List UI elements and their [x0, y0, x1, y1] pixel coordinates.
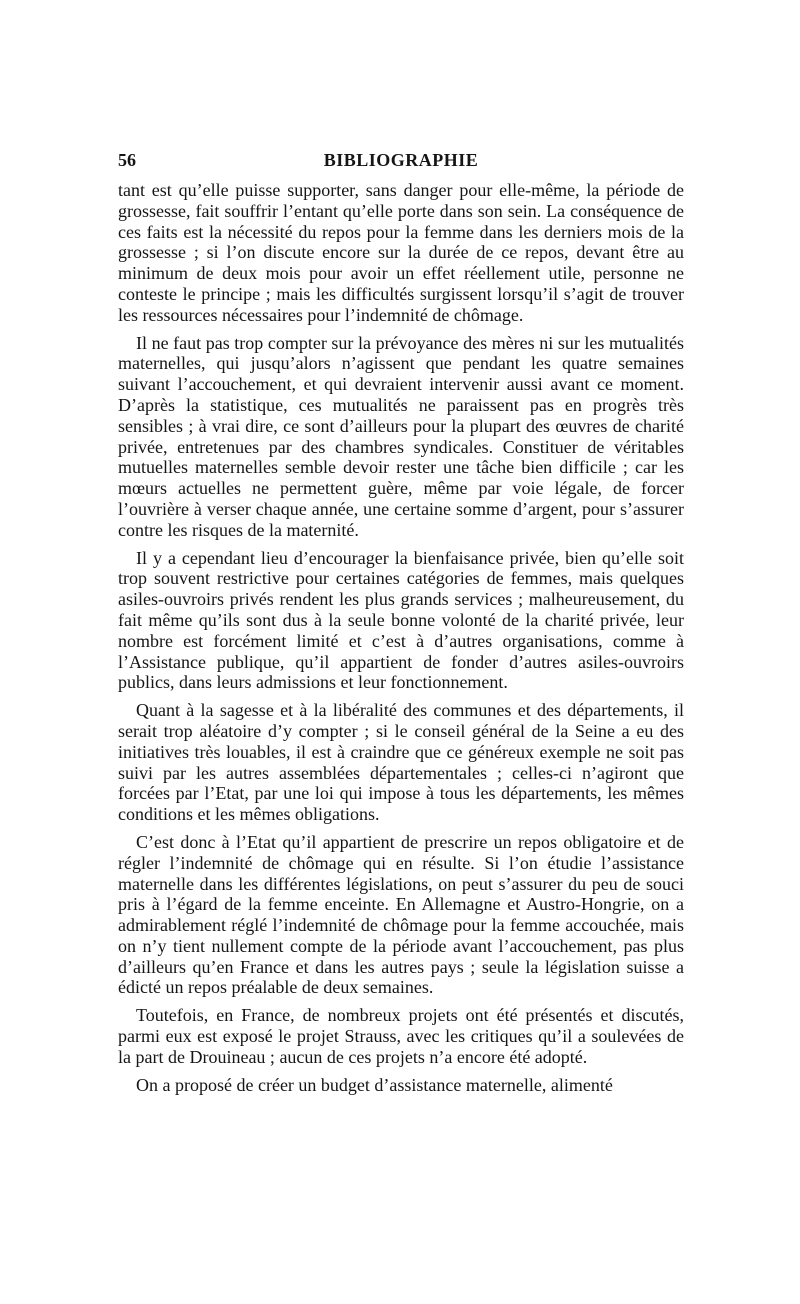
- paragraph: Il y a cependant lieu d’encourager la bienfaisance privée, bien qu’elle soit trop souvent restrictive pour certaines catégories de femmes, mais quelques asiles-ouvroirs privés rendent les plus grands services ; malheureusement, du fait même qu’ils sont dus à la seule bonne volonté de la charité privée, leur nombre est forcément limité et c’est à d’autres organisations, comme à l’Assistance publique, qu’il appartient de fonder d’autres asiles-ouvroirs publics, dans leurs admissions et leur fonctionnement.: [118, 547, 684, 693]
- paragraph-truncated: On a proposé de créer un budget d’assistance maternelle, alimenté: [136, 1074, 613, 1095]
- paragraph: Quant à la sagesse et à la libéralité des communes et des départements, il serait trop aléatoire d’y compter ; si le conseil général de la Seine a eu des initiatives très louables, il est à craindre que ce généreux exemple ne soit pas suivi par les autres assemblées départementales ; celles-ci n’agiront que forcées par l’Etat, par une loi qui impose à tous les départements, les mêmes conditions et les mêmes obligations.: [118, 700, 684, 825]
- running-title: BIBLIOGRAPHIE: [323, 150, 479, 170]
- paragraph: C’est donc à l’Etat qu’il appartient de prescrire un repos obligatoire et de régler l’indemnité de chômage qui en résulte. Si l’on étudie l’assistance maternelle dans les différentes législations, on peut s’assurer du peu de souci pris à l’égard de la femme enceinte. En Allemagne et Austro-Hongrie, on a admirablement réglé l’indemnité de chômage pour la femme accouchée, mais on n’y tient nullement compte de la période avant l’accouchement, pas plus d’ailleurs qu’en France et dans les autres pays ; seule la législation suisse a édicté un repos préalable de deux semaines.: [118, 831, 684, 998]
- paragraph-continuation: tant est qu’elle puisse supporter, sans danger pour elle-même, la période de grossesse, fait souffrir l’entant qu’elle porte dans son sein. La conséquence de ces faits est la nécessité du repos pour la femme dans les derniers mois de la grossesse ; si l’on discute encore sur la durée de ce repos, devant être au minimum de deux mois pour avoir un effet réellement utile, personne ne conteste le principe ; mais les difficultés surgissent lorsqu’il s’agit de trouver les ressources nécessaires pour l’indemnité de chômage.: [118, 180, 684, 325]
- body-text: [118, 180, 684, 1102]
- page-header: [118, 150, 684, 174]
- page-number: 56: [118, 150, 136, 170]
- paragraph: Il ne faut pas trop compter sur la prévoyance des mères ni sur les mutualités maternelles, qui jusqu’alors n’agissent que pendant les quatre semaines suivant l’accouchement, et qui devraient intervenir aussi avant ce moment. D’après la statistique, ces mutualités ne paraissent pas en progrès très sensibles ; à vrai dire, ce sont d’ailleurs pour la plupart des œuvres de charité privée, entretenues par des chambres syndicales. Constituer de véritables mutuelles maternelles semble devoir rester une tâche bien difficile ; car les mœurs actuelles ne permettent guère, même par voie légale, de forcer l’ouvrière à verser chaque année, une certaine somme d’argent, pour s’assurer contre les risques de la maternité.: [118, 332, 684, 540]
- paragraph: Toutefois, en France, de nombreux projets ont été présentés et discutés, parmi eux est exposé le projet Strauss, avec les critiques qu’il a soulevées de la part de Drouineau ; aucun de ces projets n’a encore été adopté.: [118, 1005, 684, 1067]
